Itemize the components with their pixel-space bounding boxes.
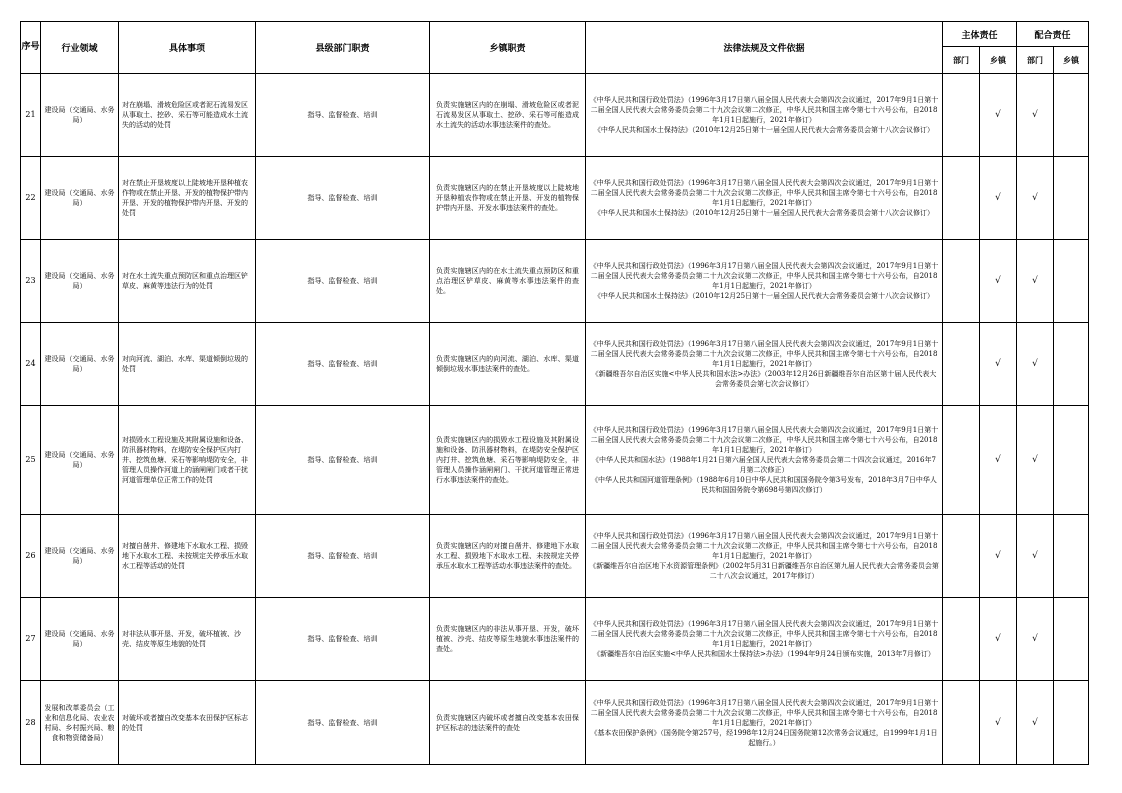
row-item: 对损毁水工程设施及其附属设施和设备、防汛器材物料，在堤防安全保护区内打井、挖筑鱼塘、采石等影响堤防安全，非管理人员操作河道上的涵闸闸门或者干扰河道管理单位正常工作的处罚 xyxy=(119,406,256,515)
legal-basis-entry: 《中华人民共和国水土保持法》（2010年12月25日第十一届全国人民代表大会常务委员会第十八次会议修订） xyxy=(593,292,935,300)
header-domain: 行业领域 xyxy=(41,22,119,74)
row-main-dept xyxy=(943,598,980,681)
table-row xyxy=(21,157,1089,240)
row-item: 对非法从事开垦、开发，破坏植被、沙壳、结皮等原生地貌的处罚 xyxy=(119,598,256,681)
row-legal-basis xyxy=(586,157,943,240)
row-item: 对在崩塌、滑坡危险区或者泥石流易发区从事取土、挖砂、采石等可能造成水土流失的活动的处罚 xyxy=(119,74,256,157)
legal-basis-entry: 《新疆维吾尔自治区实施<中华人民共和国水土保持法>办法》（1994年9月24日颁布实施，2013年7月修订） xyxy=(593,650,935,658)
row-domain: 建设局（交通局、水务局） xyxy=(41,323,119,406)
row-item: 对破坏或者擅自改变基本农田保护区标志的处罚 xyxy=(119,681,256,765)
row-county-duty: 指导、监督检查、培训 xyxy=(256,681,430,765)
row-assist-dept: √ xyxy=(1017,598,1054,681)
row-assist-dept: √ xyxy=(1017,323,1054,406)
row-domain: 建设局（交通局、水务局） xyxy=(41,74,119,157)
row-number: 25 xyxy=(21,406,41,515)
table-row xyxy=(21,74,1089,157)
row-item: 对在水土流失重点预防区和重点治理区铲草皮、麻黄等违法行为的处罚 xyxy=(119,240,256,323)
row-assist-town xyxy=(1054,515,1089,598)
row-county-duty: 指导、监督检查、培训 xyxy=(256,240,430,323)
row-domain: 建设局（交通局、水务局） xyxy=(41,240,119,323)
row-township-duty: 负责实施辖区内的在禁止开垦坡度以上陡坡地开垦种植农作物或在禁止开垦、开发的植物保护带内开垦、开发水事违法案件的查处。 xyxy=(430,157,586,240)
header-assist-responsibility: 配合责任 xyxy=(1017,22,1089,47)
row-main-dept xyxy=(943,240,980,323)
row-domain: 建设局（交通局、水务局） xyxy=(41,515,119,598)
row-township-duty: 负责实施辖区内的非法从事开垦、开发，破坏植被、沙壳、结皮等原生地貌水事违法案件的查处。 xyxy=(430,598,586,681)
row-main-town: √ xyxy=(980,406,1017,515)
row-number: 23 xyxy=(21,240,41,323)
row-assist-town xyxy=(1054,74,1089,157)
row-assist-town xyxy=(1054,598,1089,681)
row-legal-basis xyxy=(586,406,943,515)
header-main-dept: 部门 xyxy=(943,47,980,74)
row-legal-basis xyxy=(586,240,943,323)
table-row xyxy=(21,240,1089,323)
row-assist-dept: √ xyxy=(1017,240,1054,323)
row-number: 26 xyxy=(21,515,41,598)
row-item: 对在禁止开垦坡度以上陡坡地开垦种植农作物或在禁止开垦、开发的植物保护带内开垦、开发的植物保护带内开垦、开发的处罚 xyxy=(119,157,256,240)
legal-basis-entry: 《中华人民共和国行政处罚法》（1996年3月17日第八届全国人民代表大会第四次会议通过，2017年9月1日第十二届全国人民代表大会常务委员会第二十九次会议第二次修正，中华人民共和国主席令第七十六号公布，自2018年1月1日起施行，2021年修订） xyxy=(589,340,939,368)
row-main-town: √ xyxy=(980,157,1017,240)
row-main-dept xyxy=(943,681,980,765)
legal-basis-entry: 《中华人民共和国行政处罚法》（1996年3月17日第八届全国人民代表大会第四次会议通过，2017年9月1日第十二届全国人民代表大会常务委员会第二十九次会议第二次修正，中华人民共和国主席令第七十六号公布，自2018年1月1日起施行，2021年修订） xyxy=(589,262,939,290)
header-county: 县级部门职责 xyxy=(256,22,430,74)
legal-basis-entry: 《中华人民共和国行政处罚法》（1996年3月17日第八届全国人民代表大会第四次会议通过，2017年9月1日第十二届全国人民代表大会常务委员会第二十九次会议第二次修正，中华人民共和国主席令第七十六号公布，自2018年1月1日起施行，2021年修订） xyxy=(589,532,939,560)
row-number: 28 xyxy=(21,681,41,765)
legal-basis-entry: 《基本农田保护条例》（国务院令第257号，经1998年12月24日国务院第12次常务会议通过，自1999年1月1日起施行。） xyxy=(590,728,938,747)
row-township-duty: 负责实施辖区内破坏或者擅自改变基本农田保护区标志的违法案件的查处 xyxy=(430,681,586,765)
table-row xyxy=(21,515,1089,598)
row-legal-basis xyxy=(586,598,943,681)
row-main-town: √ xyxy=(980,74,1017,157)
row-county-duty: 指导、监督检查、培训 xyxy=(256,74,430,157)
row-item: 对擅自凿井、修建地下水取水工程、损毁地下水取水工程、未按规定关停承压水取水工程等活动的处罚 xyxy=(119,515,256,598)
row-domain: 建设局（交通局、水务局） xyxy=(41,406,119,515)
row-assist-dept: √ xyxy=(1017,74,1054,157)
row-assist-dept: √ xyxy=(1017,515,1054,598)
row-assist-town xyxy=(1054,323,1089,406)
row-township-duty: 负责实施辖区内的在崩塌、滑坡危险区或者泥石流易发区从事取土、挖砂、采石等可能造成水土流失的活动水事违法案件的查处。 xyxy=(430,74,586,157)
header-main-town: 乡镇 xyxy=(980,47,1017,74)
table-row xyxy=(21,406,1089,515)
header-township: 乡镇职责 xyxy=(430,22,586,74)
row-domain: 建设局（交通局、水务局） xyxy=(41,157,119,240)
legal-basis-entry: 《中华人民共和国行政处罚法》（1996年3月17日第八届全国人民代表大会第四次会议通过，2017年9月1日第十二届全国人民代表大会常务委员会第二十九次会议第二次修正，中华人民共和国主席令第七十六号公布，自2018年1月1日起施行，2021年修订） xyxy=(589,426,939,454)
legal-basis-entry: 《中华人民共和国水土保持法》（2010年12月25日第十一届全国人民代表大会常务委员会第十八次会议修订） xyxy=(593,209,935,217)
row-county-duty: 指导、监督检查、培训 xyxy=(256,598,430,681)
duty-table xyxy=(20,21,1089,765)
header-main-responsibility: 主体责任 xyxy=(943,22,1017,47)
header-basis: 法律法规及文件依据 xyxy=(586,22,943,74)
table-body xyxy=(21,74,1089,765)
row-township-duty: 负责实施辖区内的在水土流失重点预防区和重点治理区铲草皮、麻黄等水事违法案件的查处。 xyxy=(430,240,586,323)
header-item: 具体事项 xyxy=(119,22,256,74)
row-main-town: √ xyxy=(980,681,1017,765)
row-assist-dept: √ xyxy=(1017,406,1054,515)
header-seq: 序号 xyxy=(21,22,41,74)
row-main-dept xyxy=(943,157,980,240)
row-legal-basis xyxy=(586,74,943,157)
header-assist-dept: 部门 xyxy=(1017,47,1054,74)
row-township-duty: 负责实施辖区内的对擅自凿井、修建地下水取水工程、损毁地下水取水工程、未按规定关停承压水取水工程等活动水事违法案件的查处。 xyxy=(430,515,586,598)
header-assist-town: 乡镇 xyxy=(1054,47,1089,74)
row-assist-town xyxy=(1054,681,1089,765)
row-main-dept xyxy=(943,406,980,515)
row-main-town: √ xyxy=(980,240,1017,323)
row-main-dept xyxy=(943,323,980,406)
legal-basis-entry: 《中华人民共和国水土保持法》（2010年12月25日第十一届全国人民代表大会常务委员会第十八次会议修订） xyxy=(593,126,935,134)
row-assist-dept: √ xyxy=(1017,157,1054,240)
row-domain: 发展和改革委员会（工业和信息化局、农业农村局、乡村振兴局、粮食和物资储备局） xyxy=(41,681,119,765)
row-assist-dept: √ xyxy=(1017,681,1054,765)
row-township-duty: 负责实施辖区内的损毁水工程设施及其附属设施和设备、防汛器材物料，在堤防安全保护区内打井、挖筑鱼塘、采石等影响堤防安全，非管理人员操作涵闸闸门、干扰河道管理正常进行水事违法案件的查处。 xyxy=(430,406,586,515)
row-main-dept xyxy=(943,515,980,598)
row-county-duty: 指导、监督检查、培训 xyxy=(256,515,430,598)
legal-basis-entry: 《新疆维吾尔自治区实施<中华人民共和国水法>办法》（2003年12月26日新疆维吾尔自治区第十届人民代表大会常务委员会第七次会议修订） xyxy=(591,370,937,388)
row-number: 22 xyxy=(21,157,41,240)
row-main-town: √ xyxy=(980,515,1017,598)
row-number: 21 xyxy=(21,74,41,157)
row-assist-town xyxy=(1054,240,1089,323)
table-row xyxy=(21,681,1089,765)
table-row xyxy=(21,598,1089,681)
legal-basis-entry: 《新疆维吾尔自治区地下水资源管理条例》（2002年5月31日新疆维吾尔自治区第九届人民代表大会常务委员会第二十八次会议通过，2017年修订） xyxy=(589,562,939,580)
legal-basis-entry: 《中华人民共和国行政处罚法》（1996年3月17日第八届全国人民代表大会第四次会议通过，2017年9月1日第十二届全国人民代表大会常务委员会第二十九次会议第二次修正，中华人民共和国主席令第七十六号公布，自2018年1月1日起施行，2021年修订） xyxy=(589,179,939,207)
row-domain: 建设局（交通局、水务局） xyxy=(41,598,119,681)
legal-basis-entry: 《中华人民共和国行政处罚法》（1996年3月17日第八届全国人民代表大会第四次会议通过，2017年9月1日第十二届全国人民代表大会常务委员会第二十九次会议第二次修正，中华人民共和国主席令第七十六号公布，自2018年1月1日起施行，2021年修订） xyxy=(589,698,939,727)
row-number: 27 xyxy=(21,598,41,681)
row-legal-basis xyxy=(586,681,943,765)
row-assist-town xyxy=(1054,157,1089,240)
row-item: 对向河流、湖泊、水库、渠道倾倒垃圾的处罚 xyxy=(119,323,256,406)
row-main-town: √ xyxy=(980,598,1017,681)
row-county-duty: 指导、监督检查、培训 xyxy=(256,323,430,406)
table-row xyxy=(21,323,1089,406)
legal-basis-entry: 《中华人民共和国行政处罚法》（1996年3月17日第八届全国人民代表大会第四次会议通过，2017年9月1日第十二届全国人民代表大会常务委员会第二十九次会议第二次修正，中华人民共和国主席令第七十六号公布，自2018年1月1日起施行，2021年修订） xyxy=(589,96,939,124)
row-assist-town xyxy=(1054,406,1089,515)
row-legal-basis xyxy=(586,323,943,406)
row-county-duty: 指导、监督检查、培训 xyxy=(256,157,430,240)
row-township-duty: 负责实施辖区内的向河流、湖泊、水库、渠道倾倒垃圾水事违法案件的查处。 xyxy=(430,323,586,406)
legal-basis-entry: 《中华人民共和国水法》（1988年1月21日第六届全国人民代表大会常务委员会第二十四次会议通过，2016年7月第二次修正） xyxy=(592,456,936,474)
row-legal-basis xyxy=(586,515,943,598)
row-main-town: √ xyxy=(980,323,1017,406)
row-main-dept xyxy=(943,74,980,157)
legal-basis-entry: 《中华人民共和国河道管理条例》（1988年6月10日中华人民共和国国务院令第3号发布，2018年3月7日中华人民共和国国务院令第698号第四次修订） xyxy=(591,476,937,494)
row-county-duty: 指导、监督检查、培训 xyxy=(256,406,430,515)
row-number: 24 xyxy=(21,323,41,406)
legal-basis-entry: 《中华人民共和国行政处罚法》（1996年3月17日第八届全国人民代表大会第四次会议通过，2017年9月1日第十二届全国人民代表大会常务委员会第二十九次会议第二次修正，中华人民共和国主席令第七十六号公布，自2018年1月1日起施行，2021年修订） xyxy=(589,620,939,648)
